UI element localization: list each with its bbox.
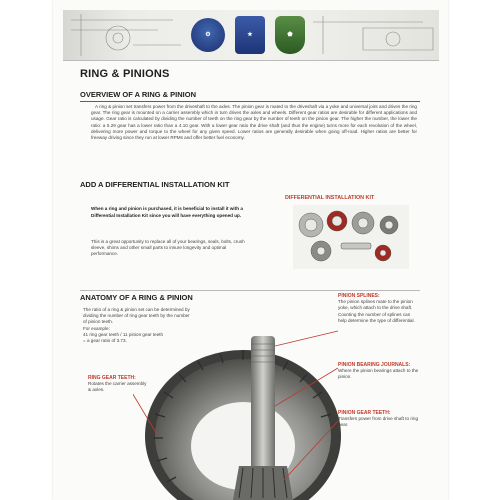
installation-kit-image [291, 203, 411, 271]
overview-text: A ring & pinion set transfers power from the driveshaft to the axles. The pinion gear is mated to the driveshaft via a yoke and universal joint and drives the ring gear. The ring gear is mounted on a carrier assembly which in turn drives the axles and wheels. Different gear ratios are desirable for different applications and usage. Gear ratio is calculated by dividing the number of teeth on the ring gear by the number of teeth on the pinion gear. The higher the number, the lower the ratio: a 5.29 gear has a lower ratio than a 4.10 gear. With a lower gear ratio the drive shaft (and thus the engine) turns more for each revolution of the wheel, delivering more power and torque to the wheel for any given speed. Lower ratios are generally desirable when going off-road. Higher ratios are better for freeway driving since they run at lower RPMs and offer better fuel economy. [91, 104, 417, 141]
banner [63, 10, 439, 61]
example-label: For example: [83, 325, 110, 331]
anatomy-heading: ANATOMY OF A RING & PINION [80, 290, 420, 304]
kit-image-label: DIFFERENTIAL INSTALLATION KIT [285, 195, 375, 201]
example-line-1: 41 ring gear teeth / 11 pinion gear teeth [83, 331, 164, 337]
ring-gear-teeth-label: RING GEAR TEETH: [88, 375, 136, 381]
product-page [53, 0, 448, 500]
pinion-bearing-journals-callout [338, 362, 420, 381]
pinion-splines-text: The pinion splines mate to the pinion yoke, which attach to the drive shaft. Counting the number of splines can help determine the type of differential. [338, 299, 415, 323]
page-title: RING & PINIONS [80, 68, 170, 80]
kit-body-text: This is a great opportunity to replace all of your bearings, seals, bolts, crush sleeve, shims and other small parts to insure longevity and optimal performance. [91, 239, 245, 257]
example-line-2: = a gear ratio of 3.73. [83, 338, 127, 344]
overview-heading: OVERVIEW OF A RING & PINION [80, 90, 420, 102]
ratio-text: The ratio of a ring & pinion set can be determined by dividing the number of ring gear teeth by the number of pinion teeth. [83, 307, 190, 325]
pinion-gear-teeth-text: Transfers power from drive shaft to ring gear. [338, 416, 418, 428]
pinion-bearing-journals-text: Where the pinion bearings attach to the pinion. [338, 368, 419, 380]
pinion-gear-teeth-callout [338, 410, 420, 429]
yukon-logo-icon: ★ [235, 16, 265, 54]
pinion-splines-label: PINION SPLINES: [338, 293, 380, 299]
ring-and-pinion-gear-image [133, 326, 353, 500]
pinion-bearing-journals-label: PINION BEARING JOURNALS: [338, 362, 411, 368]
ring-gear-teeth-callout [88, 375, 150, 394]
usa-standard-logo-icon: ⬟ [275, 16, 305, 54]
gear-wizard-logo-icon: ⚙ [191, 18, 225, 52]
kit-intro-text: When a ring and pinion is purchased, it is beneficial to install it with a Differential Installation Kit since you will have everything opened up. [91, 206, 243, 218]
ring-gear-teeth-text: Rotates the carrier assembly & axles. [88, 381, 147, 393]
pinion-splines-callout [338, 293, 420, 324]
kit-heading: ADD A DIFFERENTIAL INSTALLATION KIT [80, 180, 230, 189]
pinion-gear-teeth-label: PINION GEAR TEETH: [338, 410, 391, 416]
